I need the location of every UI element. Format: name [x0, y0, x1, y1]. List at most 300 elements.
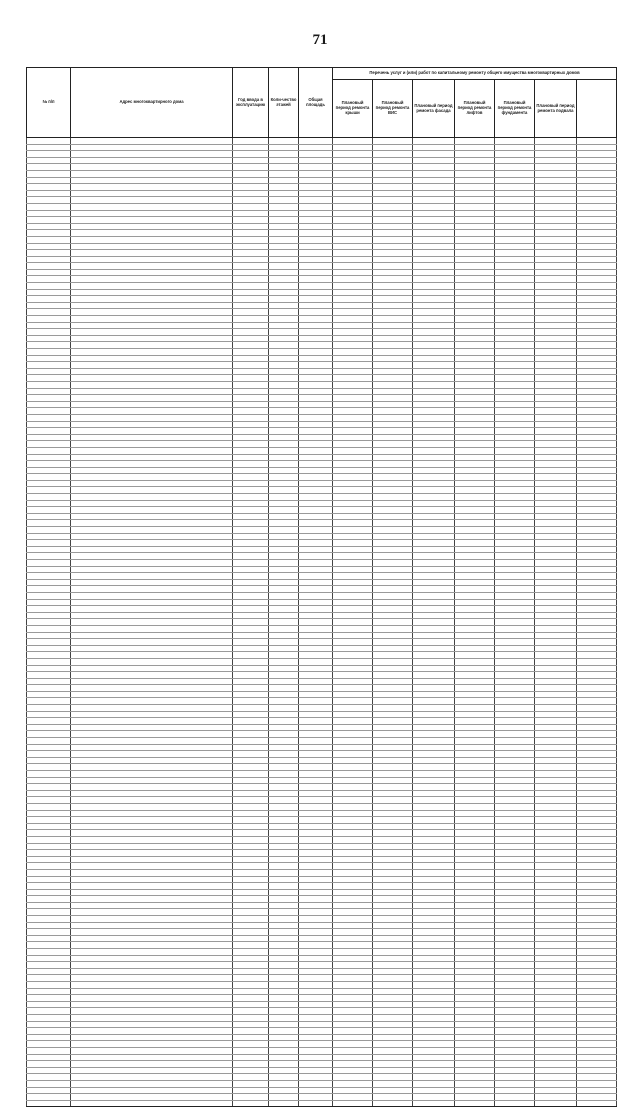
cell-elevator: [455, 546, 495, 553]
cell-year: [233, 592, 269, 599]
cell-floors: [269, 579, 299, 586]
cell-elevator: [455, 375, 495, 382]
cell-heat: [495, 480, 535, 487]
cell-heat: [495, 685, 535, 692]
cell-area: [299, 355, 333, 362]
cell-heat: [495, 876, 535, 883]
cell-elevator: [455, 362, 495, 369]
cell-num: [27, 513, 71, 520]
cell-area: [299, 362, 333, 369]
cell-facade: [413, 1028, 455, 1035]
cell-elevator: [455, 764, 495, 771]
cell-roof: [333, 434, 373, 441]
cell-facade: [413, 916, 455, 923]
cell-facade: [413, 1021, 455, 1028]
cell-floors: [269, 658, 299, 665]
cell-basement: [535, 1028, 577, 1035]
cell-roof: [333, 157, 373, 164]
cell-elevator: [455, 863, 495, 870]
cell-heat: [495, 988, 535, 995]
cell-year: [233, 1028, 269, 1035]
cell-heat: [495, 1061, 535, 1068]
cell-basement: [535, 355, 577, 362]
table-row: [27, 414, 617, 421]
cell-address: [71, 540, 233, 547]
table-row: [27, 1054, 617, 1061]
cell-extra: [577, 553, 617, 560]
cell-extra: [577, 830, 617, 837]
cell-hvs: [373, 368, 413, 375]
cell-num: [27, 731, 71, 738]
cell-num: [27, 645, 71, 652]
cell-roof: [333, 744, 373, 751]
cell-facade: [413, 751, 455, 758]
cell-heat: [495, 1094, 535, 1101]
cell-heat: [495, 434, 535, 441]
cell-area: [299, 527, 333, 534]
cell-year: [233, 724, 269, 731]
header-hvs: Плановый период ремонта ВИС: [373, 80, 413, 138]
cell-basement: [535, 645, 577, 652]
cell-address: [71, 573, 233, 580]
cell-heat: [495, 678, 535, 685]
cell-year: [233, 447, 269, 454]
cell-hvs: [373, 718, 413, 725]
cell-hvs: [373, 144, 413, 151]
cell-year: [233, 810, 269, 817]
cell-year: [233, 1014, 269, 1021]
cell-facade: [413, 1080, 455, 1087]
table-row: [27, 1100, 617, 1107]
cell-year: [233, 157, 269, 164]
cell-hvs: [373, 573, 413, 580]
table-row: [27, 1034, 617, 1041]
cell-elevator: [455, 909, 495, 916]
cell-basement: [535, 856, 577, 863]
cell-address: [71, 276, 233, 283]
cell-year: [233, 316, 269, 323]
cell-elevator: [455, 507, 495, 514]
cell-roof: [333, 421, 373, 428]
cell-elevator: [455, 164, 495, 171]
cell-area: [299, 784, 333, 791]
cell-facade: [413, 975, 455, 982]
cell-basement: [535, 883, 577, 890]
cell-num: [27, 283, 71, 290]
cell-address: [71, 210, 233, 217]
cell-heat: [495, 955, 535, 962]
cell-address: [71, 922, 233, 929]
cell-num: [27, 296, 71, 303]
cell-extra: [577, 592, 617, 599]
cell-extra: [577, 1067, 617, 1074]
table-row: [27, 461, 617, 468]
cell-extra: [577, 625, 617, 632]
cell-extra: [577, 269, 617, 276]
cell-area: [299, 263, 333, 270]
cell-address: [71, 916, 233, 923]
cell-area: [299, 724, 333, 731]
header-area: Общая площадь: [299, 68, 333, 138]
cell-facade: [413, 771, 455, 778]
cell-year: [233, 1034, 269, 1041]
cell-roof: [333, 777, 373, 784]
cell-basement: [535, 487, 577, 494]
cell-year: [233, 184, 269, 191]
cell-year: [233, 1041, 269, 1048]
cell-year: [233, 988, 269, 995]
cell-facade: [413, 988, 455, 995]
cell-floors: [269, 296, 299, 303]
table-row: [27, 955, 617, 962]
cell-heat: [495, 157, 535, 164]
cell-year: [233, 454, 269, 461]
cell-num: [27, 520, 71, 527]
cell-facade: [413, 138, 455, 145]
cell-area: [299, 962, 333, 969]
cell-extra: [577, 889, 617, 896]
cell-basement: [535, 698, 577, 705]
cell-address: [71, 751, 233, 758]
table-row: [27, 652, 617, 659]
cell-hvs: [373, 935, 413, 942]
cell-num: [27, 599, 71, 606]
cell-elevator: [455, 599, 495, 606]
cell-elevator: [455, 751, 495, 758]
cell-facade: [413, 652, 455, 659]
cell-hvs: [373, 566, 413, 573]
cell-year: [233, 751, 269, 758]
cell-address: [71, 441, 233, 448]
cell-num: [27, 434, 71, 441]
cell-facade: [413, 1100, 455, 1107]
table-row: [27, 883, 617, 890]
cell-year: [233, 243, 269, 250]
cell-num: [27, 922, 71, 929]
cell-roof: [333, 441, 373, 448]
cell-facade: [413, 342, 455, 349]
cell-hvs: [373, 975, 413, 982]
cell-num: [27, 579, 71, 586]
cell-facade: [413, 164, 455, 171]
cell-year: [233, 553, 269, 560]
cell-hvs: [373, 513, 413, 520]
cell-facade: [413, 718, 455, 725]
cell-hvs: [373, 836, 413, 843]
cell-roof: [333, 968, 373, 975]
cell-num: [27, 230, 71, 237]
cell-address: [71, 289, 233, 296]
table-row: [27, 751, 617, 758]
cell-address: [71, 599, 233, 606]
cell-area: [299, 276, 333, 283]
cell-year: [233, 329, 269, 336]
cell-extra: [577, 388, 617, 395]
cell-basement: [535, 408, 577, 415]
cell-roof: [333, 513, 373, 520]
cell-heat: [495, 335, 535, 342]
cell-floors: [269, 329, 299, 336]
cell-basement: [535, 322, 577, 329]
cell-heat: [495, 223, 535, 230]
cell-year: [233, 309, 269, 316]
cell-elevator: [455, 388, 495, 395]
cell-extra: [577, 395, 617, 402]
cell-roof: [333, 368, 373, 375]
cell-roof: [333, 784, 373, 791]
cell-hvs: [373, 441, 413, 448]
cell-area: [299, 731, 333, 738]
cell-heat: [495, 995, 535, 1002]
cell-heat: [495, 560, 535, 567]
cell-basement: [535, 302, 577, 309]
cell-address: [71, 177, 233, 184]
cell-address: [71, 520, 233, 527]
cell-hvs: [373, 784, 413, 791]
header-heat: Плановый период ремонта фундамента: [495, 80, 535, 138]
table-row: [27, 230, 617, 237]
cell-roof: [333, 685, 373, 692]
cell-address: [71, 1100, 233, 1107]
cell-facade: [413, 678, 455, 685]
cell-num: [27, 560, 71, 567]
cell-roof: [333, 876, 373, 883]
cell-elevator: [455, 316, 495, 323]
cell-roof: [333, 836, 373, 843]
table-row: [27, 606, 617, 613]
cell-area: [299, 164, 333, 171]
cell-floors: [269, 929, 299, 936]
cell-basement: [535, 652, 577, 659]
cell-extra: [577, 1008, 617, 1015]
cell-floors: [269, 935, 299, 942]
cell-num: [27, 705, 71, 712]
cell-year: [233, 658, 269, 665]
cell-address: [71, 500, 233, 507]
cell-roof: [333, 467, 373, 474]
cell-floors: [269, 203, 299, 210]
cell-address: [71, 724, 233, 731]
cell-basement: [535, 250, 577, 257]
cell-year: [233, 685, 269, 692]
cell-area: [299, 1021, 333, 1028]
cell-basement: [535, 447, 577, 454]
cell-floors: [269, 751, 299, 758]
cell-roof: [333, 276, 373, 283]
cell-basement: [535, 1008, 577, 1015]
cell-floors: [269, 1067, 299, 1074]
cell-area: [299, 975, 333, 982]
cell-hvs: [373, 250, 413, 257]
cell-elevator: [455, 889, 495, 896]
cell-extra: [577, 968, 617, 975]
table-row: [27, 830, 617, 837]
cell-roof: [333, 1021, 373, 1028]
cell-floors: [269, 520, 299, 527]
cell-num: [27, 691, 71, 698]
cell-basement: [535, 170, 577, 177]
cell-num: [27, 975, 71, 982]
cell-num: [27, 421, 71, 428]
cell-floors: [269, 507, 299, 514]
cell-basement: [535, 784, 577, 791]
cell-facade: [413, 579, 455, 586]
table-row: [27, 632, 617, 639]
cell-heat: [495, 447, 535, 454]
cell-basement: [535, 843, 577, 850]
cell-hvs: [373, 362, 413, 369]
cell-num: [27, 797, 71, 804]
table-row: [27, 658, 617, 665]
cell-roof: [333, 691, 373, 698]
cell-num: [27, 170, 71, 177]
cell-facade: [413, 658, 455, 665]
cell-elevator: [455, 803, 495, 810]
cell-facade: [413, 784, 455, 791]
cell-basement: [535, 691, 577, 698]
cell-elevator: [455, 856, 495, 863]
cell-floors: [269, 461, 299, 468]
cell-basement: [535, 256, 577, 263]
cell-address: [71, 830, 233, 837]
cell-hvs: [373, 494, 413, 501]
cell-floors: [269, 263, 299, 270]
cell-num: [27, 1100, 71, 1107]
header-works-group: Перечень услуг и (или) работ по капитальному ремонту общего имущества многоквартирных домов: [333, 68, 617, 80]
cell-year: [233, 764, 269, 771]
cell-floors: [269, 718, 299, 725]
cell-basement: [535, 955, 577, 962]
cell-hvs: [373, 1041, 413, 1048]
cell-basement: [535, 1080, 577, 1087]
cell-address: [71, 494, 233, 501]
cell-extra: [577, 645, 617, 652]
cell-num: [27, 566, 71, 573]
cell-year: [233, 546, 269, 553]
cell-address: [71, 929, 233, 936]
cell-basement: [535, 335, 577, 342]
cell-num: [27, 592, 71, 599]
cell-extra: [577, 1001, 617, 1008]
cell-hvs: [373, 1047, 413, 1054]
cell-extra: [577, 434, 617, 441]
cell-hvs: [373, 586, 413, 593]
table-row: [27, 790, 617, 797]
cell-facade: [413, 968, 455, 975]
cell-roof: [333, 1034, 373, 1041]
table-row: [27, 625, 617, 632]
cell-address: [71, 731, 233, 738]
cell-elevator: [455, 777, 495, 784]
cell-heat: [495, 401, 535, 408]
cell-elevator: [455, 810, 495, 817]
cell-address: [71, 329, 233, 336]
cell-hvs: [373, 355, 413, 362]
cell-area: [299, 177, 333, 184]
cell-num: [27, 777, 71, 784]
cell-hvs: [373, 236, 413, 243]
cell-elevator: [455, 1008, 495, 1015]
cell-area: [299, 190, 333, 197]
cell-facade: [413, 757, 455, 764]
cell-address: [71, 1094, 233, 1101]
table-row: [27, 909, 617, 916]
cell-facade: [413, 368, 455, 375]
cell-extra: [577, 1061, 617, 1068]
cell-year: [233, 777, 269, 784]
cell-facade: [413, 296, 455, 303]
cell-num: [27, 665, 71, 672]
cell-elevator: [455, 1094, 495, 1101]
cell-heat: [495, 764, 535, 771]
cell-heat: [495, 1008, 535, 1015]
cell-num: [27, 177, 71, 184]
header-facade: Плановый период ремонта фасада: [413, 80, 455, 138]
cell-address: [71, 705, 233, 712]
cell-extra: [577, 138, 617, 145]
cell-extra: [577, 698, 617, 705]
cell-area: [299, 316, 333, 323]
cell-area: [299, 461, 333, 468]
table-row: [27, 876, 617, 883]
cell-area: [299, 1100, 333, 1107]
table-row: [27, 724, 617, 731]
cell-address: [71, 823, 233, 830]
table-row: [27, 705, 617, 712]
cell-num: [27, 817, 71, 824]
cell-hvs: [373, 329, 413, 336]
cell-year: [233, 935, 269, 942]
cell-address: [71, 949, 233, 956]
cell-floors: [269, 625, 299, 632]
cell-roof: [333, 269, 373, 276]
cell-basement: [535, 553, 577, 560]
cell-address: [71, 757, 233, 764]
cell-facade: [413, 197, 455, 204]
cell-floors: [269, 157, 299, 164]
cell-basement: [535, 223, 577, 230]
cell-roof: [333, 1047, 373, 1054]
cell-address: [71, 302, 233, 309]
table-row: [27, 190, 617, 197]
cell-year: [233, 949, 269, 956]
cell-area: [299, 368, 333, 375]
cell-heat: [495, 190, 535, 197]
cell-basement: [535, 500, 577, 507]
table-row: [27, 1074, 617, 1081]
cell-facade: [413, 869, 455, 876]
cell-extra: [577, 546, 617, 553]
cell-hvs: [373, 335, 413, 342]
cell-extra: [577, 170, 617, 177]
cell-elevator: [455, 883, 495, 890]
cell-area: [299, 916, 333, 923]
cell-address: [71, 296, 233, 303]
cell-address: [71, 685, 233, 692]
table-row: [27, 349, 617, 356]
cell-area: [299, 698, 333, 705]
cell-num: [27, 810, 71, 817]
cell-year: [233, 916, 269, 923]
cell-hvs: [373, 665, 413, 672]
cell-year: [233, 803, 269, 810]
cell-roof: [333, 454, 373, 461]
cell-year: [233, 955, 269, 962]
cell-area: [299, 744, 333, 751]
cell-num: [27, 316, 71, 323]
cell-elevator: [455, 560, 495, 567]
cell-area: [299, 309, 333, 316]
